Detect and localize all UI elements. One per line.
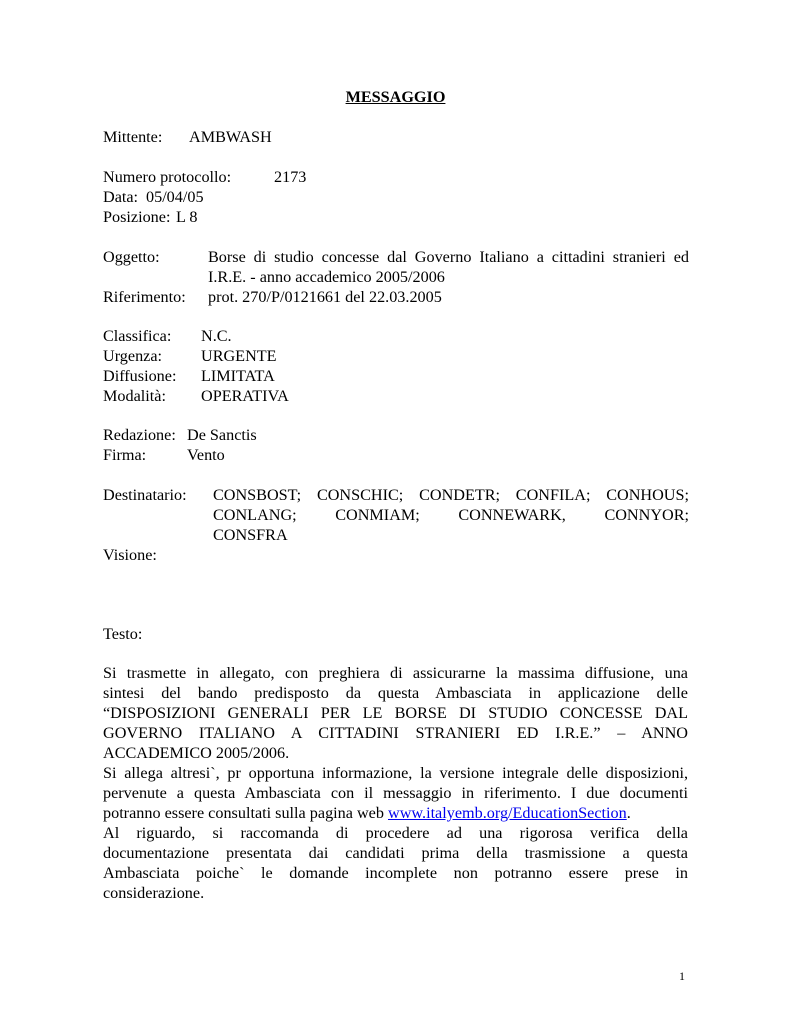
classifica-label: Classifica:: [103, 327, 172, 345]
riferimento-label: Riferimento:: [103, 288, 186, 306]
testo-line: pervenute a questa Ambasciata con il messaggio in riferimento. I due documenti: [103, 784, 688, 802]
posizione-label: Posizione:: [103, 208, 171, 226]
modalita-value: OPERATIVA: [201, 387, 289, 405]
protocollo-label: Numero protocollo:: [103, 168, 232, 186]
page-number: 1: [679, 969, 685, 983]
oggetto-line: Borse di studio concesse dal Governo Italiano a cittadini stranieri ed: [208, 248, 689, 266]
destinatario-label: Destinatario:: [103, 486, 187, 504]
testo-line: documentazione presentata dai candidati prima della trasmissione a questa: [103, 844, 688, 862]
mittente-label: Mittente:: [103, 128, 163, 146]
testo-label: Testo:: [103, 625, 143, 643]
posizione-value: L 8: [176, 208, 198, 226]
testo-line: Si allega altresi`, pr opportuna informazione, la versione integrale delle disposizioni,: [103, 764, 688, 782]
mittente-value: AMBWASH: [189, 128, 272, 146]
data-label: Data:: [103, 188, 139, 206]
testo-line: considerazione.: [103, 884, 205, 902]
education-section-link[interactable]: www.italyemb.org/EducationSection: [388, 804, 627, 822]
visione-label: Visione:: [103, 546, 157, 564]
urgenza-value: URGENTE: [201, 347, 277, 365]
testo-line: Ambasciata poiche` le domande incomplete non potranno essere prese in: [103, 864, 688, 882]
urgenza-label: Urgenza:: [103, 347, 163, 365]
testo-line-prefix: potranno essere consultati sulla pagina web: [103, 804, 388, 822]
oggetto-label: Oggetto:: [103, 248, 160, 266]
testo-line: Si trasmette in allegato, con preghiera di assicurarne la massima diffusione, una: [103, 664, 688, 682]
testo-line: [103, 803, 688, 823]
diffusione-label: Diffusione:: [103, 367, 177, 385]
data-value: 05/04/05: [146, 188, 204, 206]
testo-line: Al riguardo, si raccomanda di procedere ad una rigorosa verifica della: [103, 824, 688, 842]
firma-label: Firma:: [103, 446, 147, 464]
redazione-value: De Sanctis: [187, 426, 257, 444]
modalita-label: Modalità:: [103, 387, 166, 405]
protocollo-value: 2173: [274, 168, 307, 186]
oggetto-line: I.R.E. - anno accademico 2005/2006: [208, 268, 445, 286]
testo-line: sintesi del bando predisposto da questa Ambasciata in applicazione delle: [103, 684, 688, 702]
redazione-label: Redazione:: [103, 426, 176, 444]
message-title: MESSAGGIO: [345, 88, 446, 106]
riferimento-value: prot. 270/P/0121661 del 22.03.2005: [208, 288, 442, 306]
oggetto-text: [208, 247, 689, 287]
firma-value: Vento: [187, 446, 225, 464]
destinatario-line: CONSBOST; CONSCHIC; CONDETR; CONFILA; CONHOUS;: [213, 486, 689, 504]
destinatario-line: CONLANG; CONMIAM; CONNEWARK, CONNYOR;: [213, 506, 689, 524]
destinatario-line: CONSFRA: [213, 526, 288, 544]
testo-line: “DISPOSIZIONI GENERALI PER LE BORSE DI STUDIO CONCESSE DAL: [103, 704, 688, 722]
testo-line: GOVERNO ITALIANO A CITTADINI STRANIERI ED I.R.E.” – ANNO: [103, 724, 688, 742]
diffusione-value: LIMITATA: [201, 367, 275, 385]
destinatario-list: [213, 485, 689, 545]
testo-line-suffix: .: [626, 804, 631, 822]
classifica-value: N.C.: [201, 327, 232, 345]
testo-body: [103, 663, 688, 903]
testo-line: ACCADEMICO 2005/2006.: [103, 744, 290, 762]
